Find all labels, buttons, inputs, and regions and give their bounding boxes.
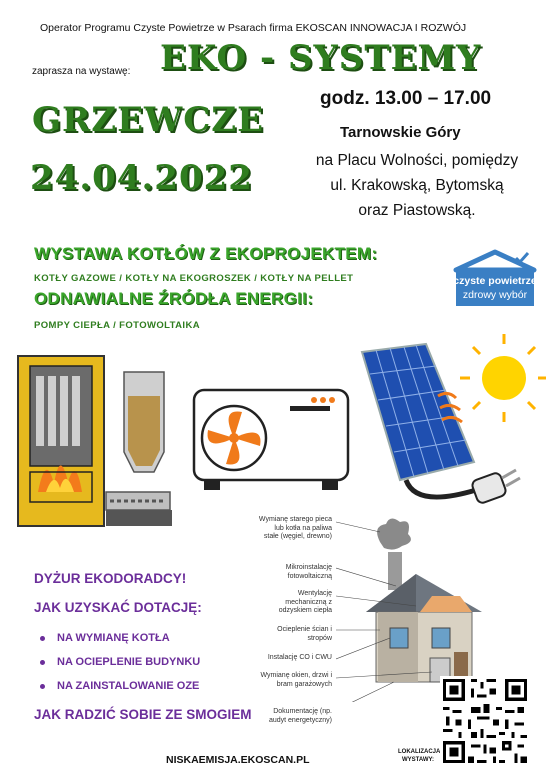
smog-advice: JAK RADZIĆ SOBIE ZE SMOGIEM: [34, 707, 252, 722]
event-city: Tarnowskie Góry: [340, 124, 461, 141]
title-eko-systemy: EKO - SYSTEMY: [160, 38, 482, 78]
list-item: [40, 680, 199, 692]
house-illustration-icon: [336, 512, 496, 702]
location-label: LOKALIZACJA WYSTAWY:: [398, 749, 441, 763]
qr-code-icon[interactable]: [440, 676, 530, 766]
event-hours: godz. 13.00 – 17.00: [320, 88, 492, 109]
bullet-icon: [40, 636, 45, 641]
renewables-list: POMPY CIEPŁA / FOTOWOLTAIKA: [34, 320, 200, 331]
website-link[interactable]: NISKAEMISJA.EKOSCAN.PL: [166, 754, 310, 766]
label-insulation: Ocieplenie ścian i stropów: [277, 626, 332, 642]
czyste-powietrze-logo: [452, 248, 538, 308]
logo-line1: czyste powietrze: [453, 275, 537, 287]
event-date: 24.04.2022: [30, 158, 253, 198]
house-logo-icon: [452, 248, 538, 308]
address-line: oraz Piastowską.: [358, 202, 476, 219]
renewables-heading: ODNAWIALNE ŹRÓDŁA ENERGII:: [34, 289, 314, 308]
label-windows-doors: Wymianę okien, drzwi i bram garażowych: [260, 672, 332, 688]
operator-line: Operator Programu Czyste Powietrze w Psarach firma EKOSCAN INNOWACJA I ROZWÓJ: [40, 22, 467, 34]
how-get-subsidy: JAK UZYSKAĆ DOTACJĘ:: [34, 600, 202, 615]
solar-panel-icon: [356, 330, 546, 510]
list-item: [40, 656, 200, 668]
address-line: ul. Krakowską, Bytomską: [330, 177, 504, 194]
boilers-heading: WYSTAWA KOTŁÓW Z EKOPROJEKTEM:: [34, 244, 378, 263]
label-boiler-replacement: Wymianę starego pieca lub kotła na paliwa stałe (węgiel, drewno): [258, 516, 332, 540]
list-item-label: NA OCIEPLENIE BUDYNKU: [57, 656, 201, 668]
event-address: [292, 148, 542, 223]
label-co-cwu: Instalację CO i CWU: [267, 654, 332, 661]
boiler-illustration-icon: [14, 352, 180, 532]
label-ventilation: Wentylację mechaniczną z odzyskiem ciepła: [278, 590, 332, 614]
sun-icon: [460, 334, 546, 422]
ekodoradca-duty: DYŻUR EKODORADCY!: [34, 571, 187, 586]
invite-text: zaprasza na wystawę:: [32, 66, 131, 77]
boilers-list: KOTŁY GAZOWE / KOTŁY NA EKOGROSZEK / KOTŁY NA PELLET: [34, 273, 354, 284]
list-item-label: NA ZAINSTALOWANIE OZE: [57, 680, 200, 692]
list-item-label: NA WYMIANĘ KOTŁA: [57, 632, 170, 644]
label-documentation: Dokumentację (np. audyt energetyczny): [268, 708, 332, 724]
heat-pump-icon: [190, 386, 356, 496]
address-line: na Placu Wolności, pomiędzy: [315, 152, 519, 169]
title-grzewcze: GRZEWCZE: [32, 100, 265, 140]
logo-line2: zdrowy wybór: [462, 289, 528, 301]
bullet-icon: [40, 684, 45, 689]
label-photovoltaic: Mikroinstalację fotowoltaiczną: [285, 564, 332, 580]
bullet-icon: [40, 660, 45, 665]
list-item: [40, 632, 170, 644]
